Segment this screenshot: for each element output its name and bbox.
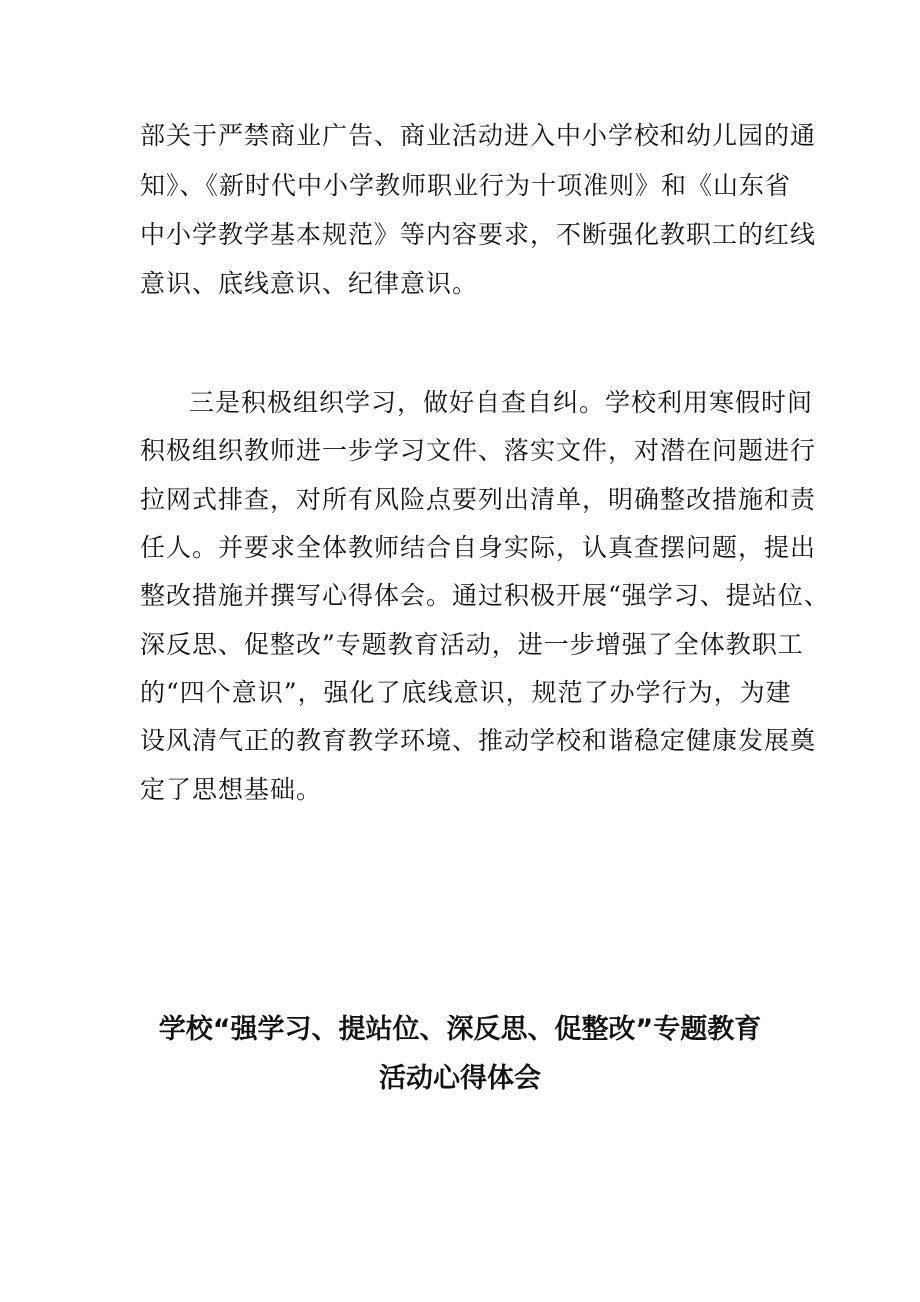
paragraph-line: 三是积极组织学习，做好自查自纠。学校利用寒假时间 [189,388,814,417]
paragraph-line: 设风清气正的教育教学环境、推动学校和谐稳定健康发展奠 [140,726,817,755]
paragraph-line: 深反思、促整改”专题教育活动，进一步增强了全体教职工 [140,630,804,659]
paragraph-line: 的“四个意识”，强化了底线意识，规范了办学行为，为建 [140,678,792,707]
heading-line: 学校“强学习、提站位、深反思、促整改”专题教育 [158,1014,762,1045]
paragraph-line: 定了思想基础。 [140,775,323,804]
paragraph-line: 部关于严禁商业广告、商业活动进入中小学校和幼儿园的通 [140,121,817,150]
paragraph-line: 积极组织教师进一步学习文件、落实文件，对潜在问题进行 [140,436,817,465]
paragraph-line: 整改措施并撰写心得体会。通过积极开展“强学习、提站位、 [140,581,830,610]
paragraph-line: 知》、《新时代中小学教师职业行为十项准则》和《山东省 [140,171,792,200]
heading-line: 活动心得体会 [379,1063,541,1094]
paragraph-line: 中小学教学基本规范》等内容要求，不断强化教职工的红线 [140,220,817,249]
paragraph-line: 意识、底线意识、纪律意识。 [140,269,479,298]
paragraph-line: 拉网式排查，对所有风险点要列出清单，明确整改措施和责 [140,485,817,514]
paragraph-line: 任人。并要求全体教师结合自身实际，认真查摆问题，提出 [140,533,817,562]
